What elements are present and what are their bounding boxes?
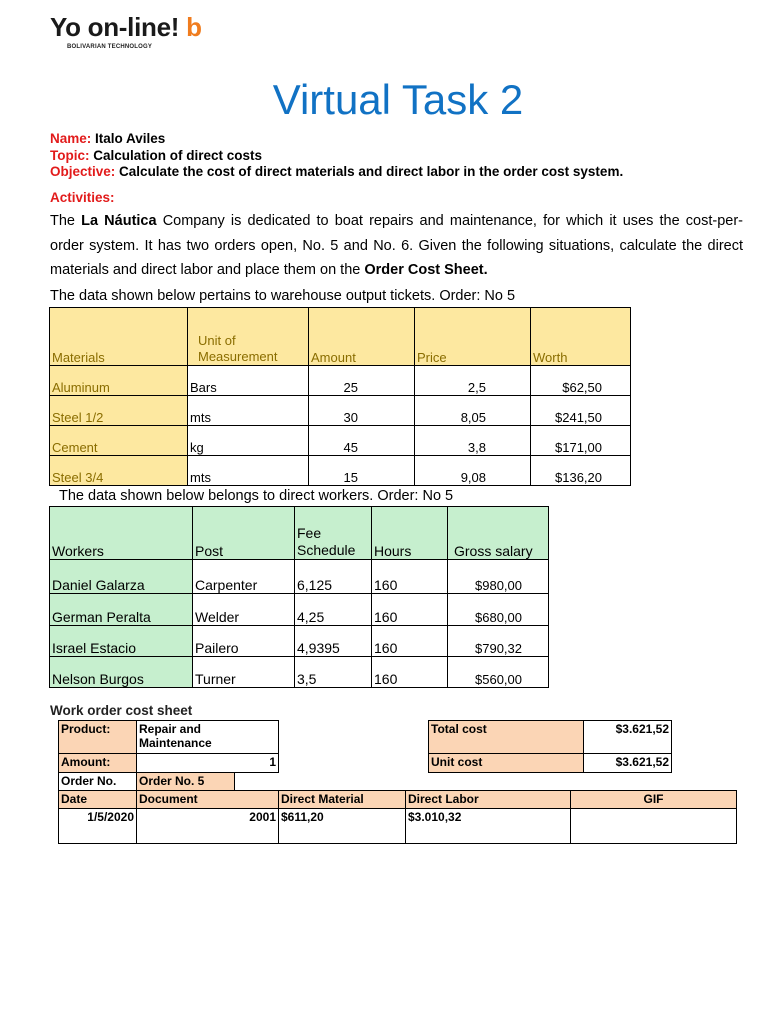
worker-name: Nelson Burgos: [50, 657, 193, 688]
product-label: Product:: [58, 720, 137, 754]
worker-gross: $790,32: [448, 626, 549, 657]
name-label: Name:: [50, 131, 92, 146]
product-value-text: Repair and Maintenance: [139, 722, 212, 750]
table-row: [50, 396, 631, 426]
material-worth: $241,50: [531, 396, 631, 426]
row-direct-material: $611,20: [278, 808, 406, 844]
material-price: 9,08: [415, 456, 531, 486]
worker-name: Daniel Galarza: [50, 560, 193, 594]
header-amount: Amount: [309, 308, 415, 366]
paragraph-text: Company is dedicated to boat repairs and maintenance, for which it uses the cost-per-order system. It has two orders open, No. 5 and No. 6. Given the following situations, calculate the direct materials and direct labor and place them on the: [50, 213, 743, 278]
worker-fee: 4,9395: [295, 626, 372, 657]
workers-table: [49, 506, 549, 688]
material-worth: $62,50: [531, 366, 631, 396]
table-row: [50, 560, 549, 594]
row-direct-labor: $3.010,32: [405, 808, 571, 844]
header-hours: Hours: [372, 507, 448, 560]
paragraph-text: The: [50, 213, 82, 229]
worker-post: Turner: [193, 657, 295, 688]
worker-gross: $680,00: [448, 594, 549, 626]
header-document: Document: [136, 790, 279, 809]
product-value: [136, 720, 279, 754]
material-unit: mts: [188, 456, 309, 486]
table-row: [50, 594, 549, 626]
worker-gross: $980,00: [448, 560, 549, 594]
worker-fee: 4,25: [295, 594, 372, 626]
table-row: [50, 426, 631, 456]
header-date: Date: [58, 790, 137, 809]
material-name: Cement: [50, 426, 188, 456]
activities-line: [50, 189, 115, 206]
topic-line: [50, 147, 262, 164]
worker-hours: 160: [372, 594, 448, 626]
cost-sheet-title: Work order cost sheet: [50, 703, 193, 718]
worker-gross: $560,00: [448, 657, 549, 688]
topic-value: Calculation of direct costs: [93, 148, 263, 163]
header-price: Price: [415, 308, 531, 366]
material-amount: 30: [309, 396, 415, 426]
total-cost-value: $3.621,52: [583, 720, 672, 754]
unit-cost-label: Unit cost: [428, 753, 584, 773]
company-name: La Náutica: [81, 213, 157, 229]
logo-wordmark: [50, 12, 202, 42]
header-workers: Workers: [50, 507, 193, 560]
worker-hours: 160: [372, 560, 448, 594]
amount-value: 1: [136, 753, 279, 773]
material-price: 2,5: [415, 366, 531, 396]
worker-post: Welder: [193, 594, 295, 626]
activities-label: Activities:: [50, 190, 115, 205]
table-row: [50, 456, 631, 486]
materials-header-row: [50, 308, 631, 366]
logo-subtitle: BOLIVARIAN TECHNOLOGY: [67, 44, 153, 50]
material-amount: 15: [309, 456, 415, 486]
row-document: 2001: [136, 808, 279, 844]
header-materials: Materials: [50, 308, 188, 366]
amount-label: Amount:: [58, 753, 137, 773]
material-worth: $171,00: [531, 426, 631, 456]
header-unit-text: Unit of Measurement: [198, 333, 278, 364]
row-gif: [570, 808, 737, 844]
material-amount: 45: [309, 426, 415, 456]
material-worth: $136,20: [531, 456, 631, 486]
header-gross-salary: Gross salary: [448, 507, 549, 560]
header-worth: Worth: [531, 308, 631, 366]
logo: [50, 12, 202, 50]
order-value: Order No. 5: [136, 772, 235, 791]
material-unit: Bars: [188, 366, 309, 396]
logo-yo: Yo: [50, 12, 81, 42]
worker-post: Pailero: [193, 626, 295, 657]
material-amount: 25: [309, 366, 415, 396]
material-name: Steel 1/2: [50, 396, 188, 426]
objective-label: Objective:: [50, 164, 116, 179]
worker-fee: 6,125: [295, 560, 372, 594]
header-direct-labor: Direct Labor: [405, 790, 571, 809]
topic-label: Topic:: [50, 148, 90, 163]
materials-order: Order: No 5: [439, 288, 516, 304]
logo-b: b: [186, 12, 202, 42]
objective-value: Calculate the cost of direct materials and direct labor in the order cost system.: [119, 164, 624, 179]
name-line: [50, 130, 165, 147]
worker-post: Carpenter: [193, 560, 295, 594]
total-cost-label: Total cost: [428, 720, 584, 754]
objective-line: [50, 163, 623, 180]
workers-header-row: [50, 507, 549, 560]
material-price: 8,05: [415, 396, 531, 426]
table-row: [50, 366, 631, 396]
header-post: Post: [193, 507, 295, 560]
header-fee-schedule: Fee Schedule: [295, 507, 372, 560]
order-cost-sheet-ref: Order Cost Sheet.: [364, 262, 488, 278]
worker-fee: 3,5: [295, 657, 372, 688]
header-unit: [188, 308, 309, 366]
header-gif: GIF: [570, 790, 737, 809]
header-direct-material: Direct Material: [278, 790, 406, 809]
workers-caption: The data shown below belongs to direct workers. Order: No 5: [59, 488, 454, 504]
worker-name: Israel Estacio: [50, 626, 193, 657]
worker-name: German Peralta: [50, 594, 193, 626]
unit-cost-value: $3.621,52: [583, 753, 672, 773]
activity-paragraph: [50, 209, 743, 283]
material-unit: kg: [188, 426, 309, 456]
table-row: [50, 626, 549, 657]
logo-online: on-line!: [87, 12, 180, 42]
materials-table: [49, 307, 631, 486]
material-name: Aluminum: [50, 366, 188, 396]
row-date: 1/5/2020: [58, 808, 137, 844]
materials-caption: [50, 288, 515, 304]
worker-hours: 160: [372, 657, 448, 688]
material-name: Steel 3/4: [50, 456, 188, 486]
material-price: 3,8: [415, 426, 531, 456]
page-title: Virtual Task 2: [272, 76, 524, 123]
order-label: Order No.: [58, 772, 137, 791]
table-row: [50, 657, 549, 688]
materials-caption-text: The data shown below pertains to warehouse output tickets.: [50, 288, 440, 304]
name-value: Italo Aviles: [95, 131, 166, 146]
worker-hours: 160: [372, 626, 448, 657]
material-unit: mts: [188, 396, 309, 426]
